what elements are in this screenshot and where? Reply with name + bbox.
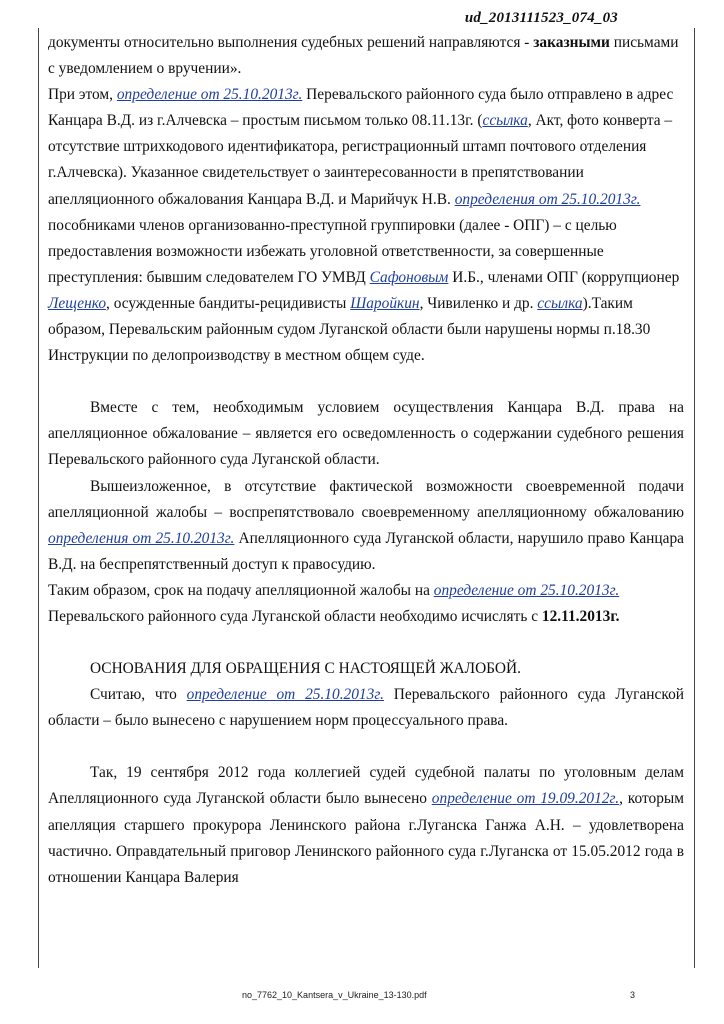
link-safonov[interactable]: Сафоновым	[369, 268, 449, 286]
text: , Чивиленко и др.	[419, 294, 538, 312]
bold-text: заказными	[533, 34, 610, 51]
link-ruling-25-10-2013[interactable]: определение от 25.10.2013г.	[186, 686, 384, 704]
page-body	[48, 30, 684, 891]
paragraph-appeal-history	[48, 760, 684, 890]
link-sharoykin[interactable]: Шаройкин	[350, 294, 420, 312]
paragraph-delivery	[48, 82, 684, 369]
text: , осужденные бандиты-рецидивисты	[106, 294, 351, 312]
paragraph-deadline	[48, 578, 684, 630]
link-ruling-19-09-2012[interactable]: определение от 19.09.2012г.	[431, 790, 620, 808]
link-reference[interactable]: ссылка	[482, 112, 528, 130]
spacer	[48, 369, 684, 395]
text: Перевальского районного суда Луганской области – было вынесено с нарушением норм процессуального права.	[48, 686, 684, 730]
text: , которым апелляция старшего прокурора Ленинского района г.Луганска Ганжа А.Н. – удовлетворена частично. Оправдательный приговор Ленинского районного суда г.Луганска от 15.05.2012 года в отношении Канцара Валерия	[48, 790, 684, 886]
document-id-header: ud_2013111523_074_03	[464, 10, 618, 26]
text: Перевальского районного суда Луганской области необходимо исчислять с	[48, 607, 542, 625]
link-reference[interactable]: ссылка	[537, 294, 583, 312]
text: письмами с уведомлением о вручении».	[48, 34, 679, 78]
section-heading: ОСНОВАНИЯ ДЛЯ ОБРАЩЕНИЯ С НАСТОЯЩЕЙ ЖАЛОБОЙ.	[90, 660, 521, 678]
spacer	[48, 734, 684, 760]
link-leshchenko[interactable]: Лещенко	[48, 294, 107, 312]
paragraph-obstruction	[48, 474, 684, 578]
link-ruling-25-10-2013[interactable]: определения от 25.10.2013г.	[454, 190, 641, 208]
link-ruling-25-10-2013[interactable]: определение от 25.10.2013г.	[433, 581, 620, 599]
paragraph-awareness: Вместе с тем, необходимым условием осуществления Канцара В.Д. права на апелляционное обжалование – является его осведомленность о содержании судебного решения Перевальского районного суда Луганской области.	[48, 399, 684, 469]
text: Апелляционного суда Луганской области, нарушило право Канцара В.Д. на беспрепятственный доступ к правосудию.	[48, 529, 684, 573]
right-margin-rule	[694, 28, 695, 968]
footer-filename: no_7762_10_Kantsera_v_Ukraine_13-130.pdf	[242, 990, 427, 1000]
text: При этом,	[48, 86, 117, 104]
text: пособниками членов организованно-преступной группировки (далее - ОПГ) – с целью предоставления возможности избежать уголовной ответственности, за совершенные преступления: бывшим следователем ГО УМВД	[48, 216, 617, 286]
bold-date: 12.11.2013г.	[541, 607, 620, 625]
text: Вышеизложенное, в отсутствие фактической возможности своевременной подачи апелляционной жалобы – воспрепятствовало своевременному апелляционному обжалованию	[48, 477, 684, 521]
text: И.Б., членами ОПГ (коррупционер	[448, 268, 680, 286]
link-ruling-25-10-2013[interactable]: определения от 25.10.2013г.	[48, 529, 235, 547]
text: Считаю, что	[90, 686, 187, 704]
page-number: 3	[630, 990, 636, 1000]
paragraph-violation	[48, 682, 684, 734]
text: Таким образом, срок на подачу апелляционной жалобы на	[48, 581, 434, 599]
left-margin-rule	[38, 28, 39, 968]
text: Перевальского районного суда было отправлено в адрес Канцара В.Д. из г.Алчевска – простым письмом только 08.11.13г. (	[48, 86, 674, 130]
text: ).Таким образом, Перевальским районным судом Луганской области были нарушены нормы п.18.30 Инструкции по делопроизводству в местном общем суде.	[48, 294, 651, 365]
spacer	[48, 630, 684, 656]
text: документы относительно выполнения судебных решений направляются -	[48, 34, 534, 51]
paragraph-continuation	[48, 30, 684, 82]
text: Так, 19 сентября 2012 года коллегией судей судебной палаты по уголовным делам Апелляционного суда Луганской области было вынесено	[48, 764, 684, 808]
link-ruling-25-10-2013[interactable]: определение от 25.10.2013г.	[116, 86, 303, 104]
text: , Акт, фото конверта – отсутствие штрихкодового идентификатора, регистрационный штамп почтового отделения г.Алчевска). Указанное свидетельствует о заинтересованности в препятствовании апелляционного обжалования Канцара В.Д. и Марийчук Н.В.	[48, 112, 673, 208]
